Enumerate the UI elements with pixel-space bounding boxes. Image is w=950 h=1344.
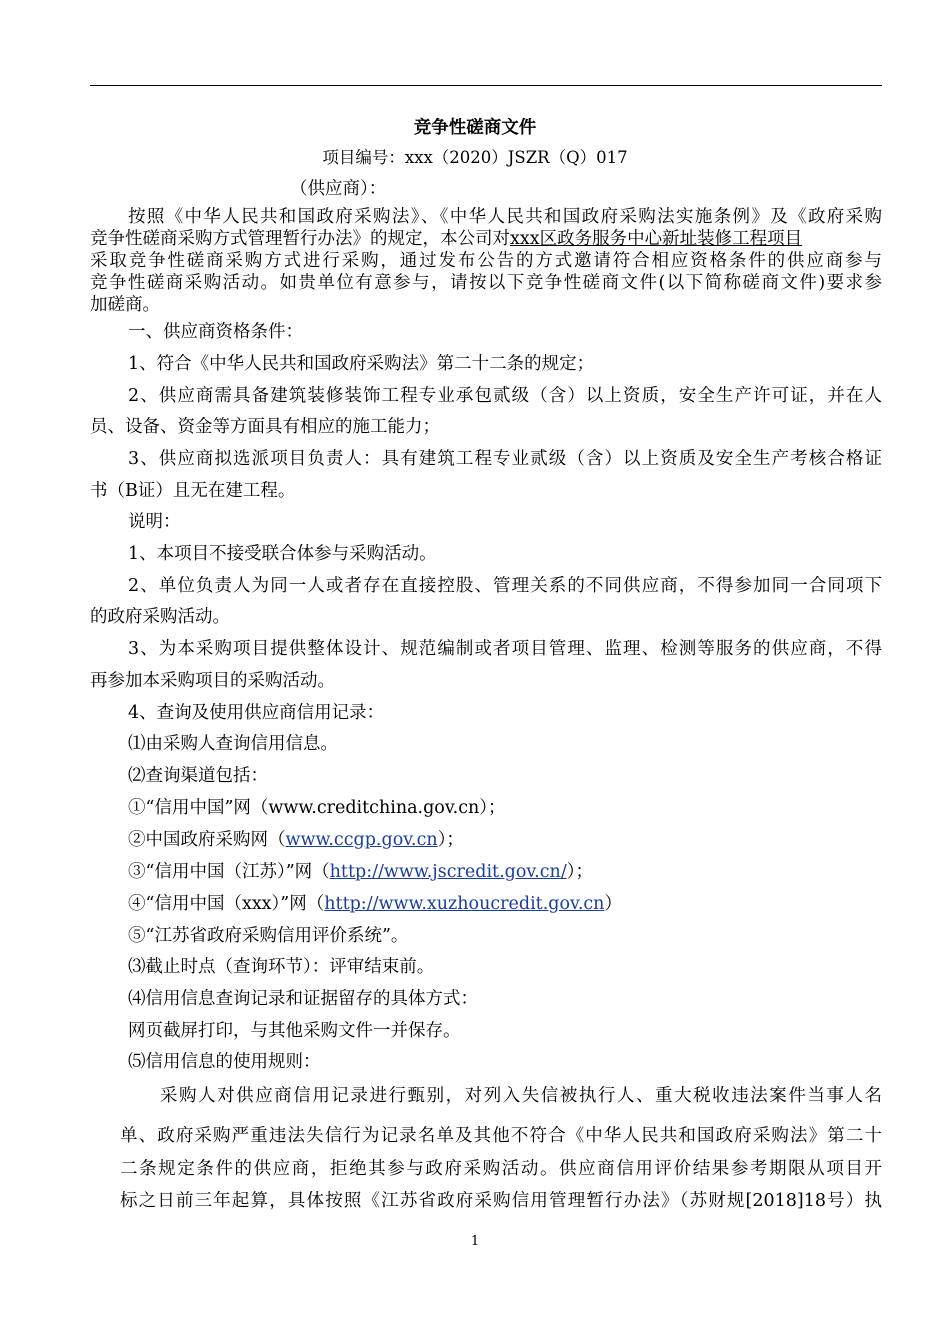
notes-heading: 说明： — [128, 512, 181, 532]
note-4-item-5: ⑸信用信息的使用规则： — [128, 1052, 321, 1072]
intro-line-3: 采取竞争性磋商采购方式进行采购，通过发布公告的方式邀请符合相应资格条件的供应商参与 — [90, 251, 882, 271]
rule-line-3: 二条规定条件的供应商，拒绝其参与政府采购活动。供应商信用评价结果参考期限从项目开 — [120, 1159, 882, 1179]
rule-line-1: 采购人对供应商信用记录进行甄别，对列入失信被执行人、重大税收违法案件当事人名 — [160, 1086, 882, 1106]
channel-4 — [128, 892, 622, 916]
note-4-item-4: ⑷信用信息查询记录和证据留存的具体方式： — [128, 989, 478, 1009]
section1-heading: 一、供应商资格条件： — [128, 322, 303, 342]
jscredit-link[interactable]: http://www.jscredit.gov.cn/ — [329, 862, 567, 882]
note-2-line-1: 2、单位负责人为同一人或者存在直接控股、管理关系的不同供应商，不得参加同一合同项下 — [128, 576, 882, 596]
channel-1: ①“信用中国”网（www.creditchina.gov.cn）； — [128, 798, 506, 818]
channel-3-suffix: ）； — [566, 862, 593, 882]
note-4-item-2: ⑵查询渠道包括： — [128, 766, 268, 786]
channel-2 — [128, 828, 464, 852]
document-title: 竞争性磋商文件 — [413, 118, 537, 138]
note-3-line-2: 再参加本采购项目的采购活动。 — [90, 671, 335, 691]
project-number: 项目编号：xxx（2020）JSZR（Q）017 — [322, 148, 628, 167]
note-1: 1、本项目不接受联合体参与采购活动。 — [128, 544, 437, 564]
requirement-2-line-2: 员、设备、资金等方面具有相应的施工能力； — [90, 417, 440, 437]
intro-line-2 — [90, 227, 882, 251]
requirement-1: 1、符合《中华人民共和国政府采购法》第二十二条的规定； — [128, 354, 595, 374]
ccgp-link[interactable]: www.ccgp.gov.cn — [285, 830, 438, 850]
header-rule — [90, 85, 882, 86]
channel-3-prefix: ③“信用中国（江苏）”网（ — [128, 862, 330, 882]
rule-line-2: 单、政府采购严重违法失信行为记录名单及其他不符合《中华人民共和国政府采购法》第二十 — [120, 1126, 882, 1146]
note-4-item-1: ⑴由采购人查询信用信息。 — [128, 734, 338, 754]
intro-line-4: 竞争性磋商采购活动。如贵单位有意参与，请按以下竞争性磋商文件(以下简称磋商文件)要求参 — [90, 273, 882, 293]
requirement-3-line-2: 书（B证）且无在建工程。 — [90, 481, 296, 501]
intro-line-1: 按照《中华人民共和国政府采购法》、《中华人民共和国政府采购法实施条例》及《政府采购 — [128, 207, 882, 227]
rule-line-4: 标之日前三年起算，具体按照《江苏省政府采购信用管理暂行办法》（苏财规[2018]18号）执 — [120, 1191, 882, 1211]
channel-2-suffix: ）； — [437, 830, 464, 850]
channel-5: ⑤“江苏省政府采购信用评价系统”。 — [128, 926, 409, 946]
project-name: xxx区政务服务中心新址装修工程项目 — [510, 229, 803, 249]
requirement-2-line-1: 2、供应商需具备建筑装修装饰工程专业承包贰级（含）以上资质，安全生产许可证，并在人 — [128, 386, 882, 406]
note-3-line-1: 3、为本采购项目提供整体设计、规范编制或者项目管理、监理、检测等服务的供应商，不得 — [128, 639, 882, 659]
xuzhoucredit-link[interactable]: http://www.xuzhoucredit.gov.cn — [324, 894, 605, 914]
note-4-item-4-detail: 网页截屏打印，与其他采购文件一并保存。 — [128, 1021, 461, 1041]
page-number: 1 — [470, 1234, 480, 1249]
intro-line-2-text: 竞争性磋商采购方式管理暂行办法》的规定，本公司对 — [90, 229, 510, 249]
note-2-line-2: 的政府采购活动。 — [90, 607, 230, 627]
requirement-3-line-1: 3、供应商拟选派项目负责人：具有建筑工程专业贰级（含）以上资质及安全生产考核合格证 — [128, 449, 882, 469]
channel-3 — [128, 860, 593, 884]
channel-4-suffix: ） — [604, 894, 622, 914]
note-4: 4、查询及使用供应商信用记录： — [128, 703, 385, 723]
channel-4-prefix: ④“信用中国（xxx）”网（ — [128, 894, 325, 914]
channel-2-prefix: ②中国政府采购网（ — [128, 830, 286, 850]
supplier-line: （供应商）： — [290, 179, 387, 199]
note-4-item-3: ⑶截止时点（查询环节）：评审结束前。 — [128, 957, 435, 977]
intro-line-5: 加磋商。 — [90, 295, 160, 315]
